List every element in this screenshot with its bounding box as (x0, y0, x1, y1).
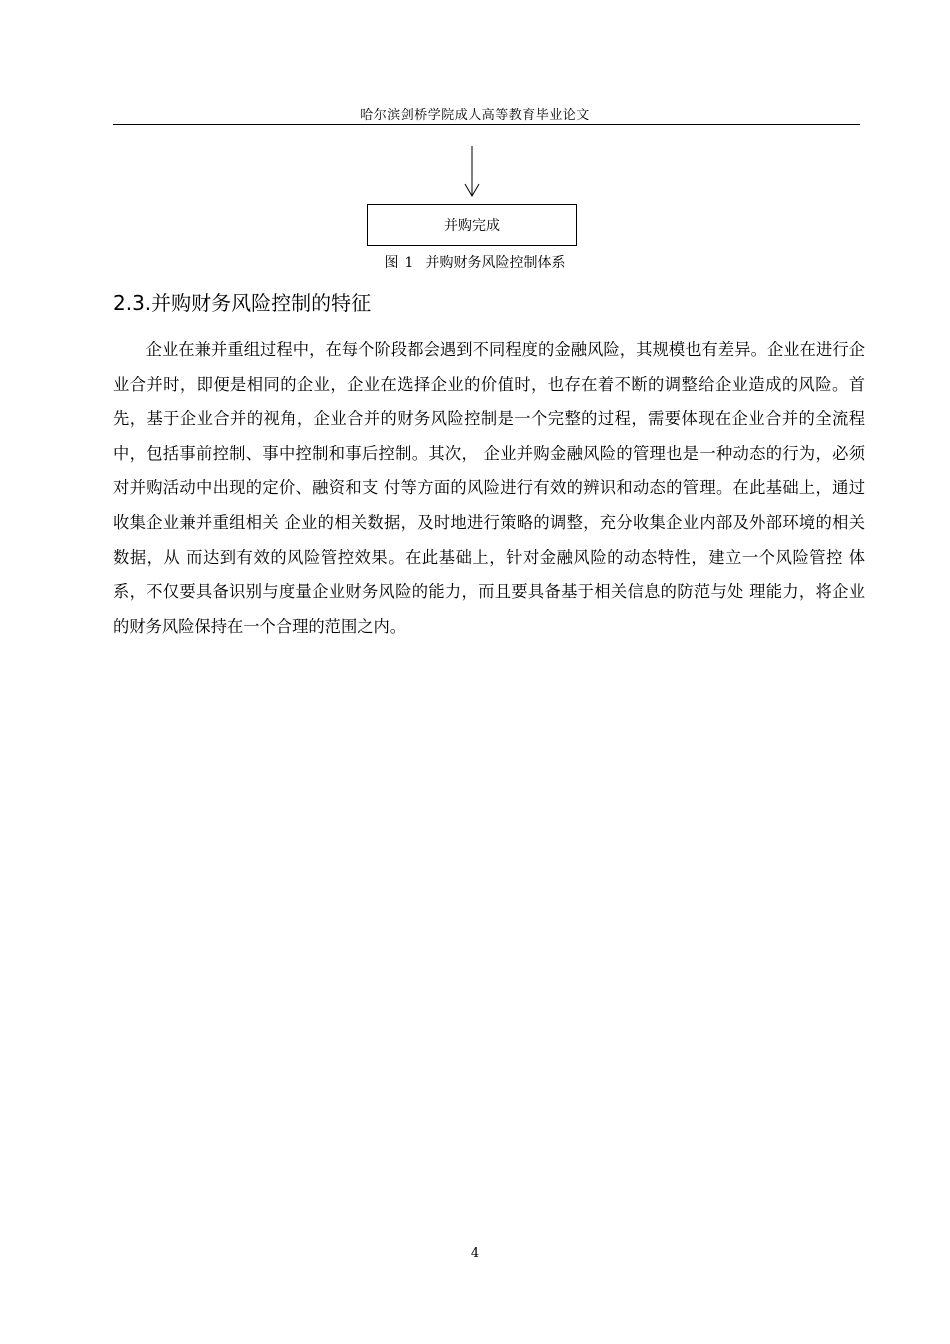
header-divider (113, 124, 860, 125)
flowchart-box-label: 并购完成 (444, 218, 500, 234)
figure-number: 1 (404, 255, 414, 271)
body-paragraph: 企业在兼并重组过程中，在每个阶段都会遇到不同程度的金融风险，其规模也有差异。企业在进行企业合并时，即便是相同的企业，企业在选择企业的价值时，也存在着不断的调整给企业造成的风险。首先，基于企业合并的视角，企业合并的财务风险控制是一个完整的过程，需要体现在企业合并的全流程中，包括事前控制、事中控制和事后控制。其次， 企业并购金融风险的管理也是一种动态的行为，必须对并购活动中出现的定价、融资和支 付等方面的风险进行有效的辨识和动态的管理。在此基础上，通过收集企业兼并重组相关 企业的相关数据，及时地进行策略的调整，充分收集企业内部及外部环境的相关数据，从 而达到有效的风险管控效果。在此基础上，针对金融风险的动态特性，建立一个风险管控 体系，不仅要具备识别与度量企业财务风险的能力，而且要具备基于相关信息的防范与处 理能力，将企业的财务风险保持在一个合理的范围之内。 (113, 340, 865, 636)
figure-label: 图 (384, 255, 399, 271)
section-heading: 2.3.并购财务风险控制的特征 (113, 291, 372, 315)
figure-title: 并购财务风险控制体系 (425, 255, 566, 271)
page-number: 4 (470, 1246, 480, 1261)
flowchart-box-merger-complete (367, 204, 577, 246)
page-header: 哈尔滨剑桥学院成人高等教育毕业论文 (360, 108, 590, 123)
flow-arrow-down-icon (461, 146, 483, 198)
figure-caption (0, 252, 950, 272)
